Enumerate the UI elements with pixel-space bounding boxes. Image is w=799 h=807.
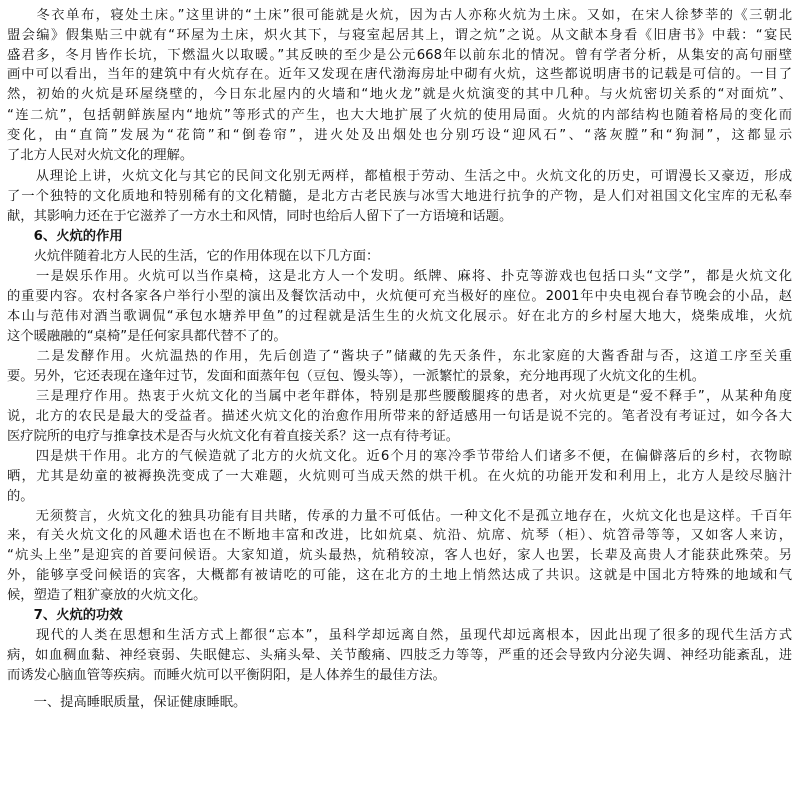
text-line: 了一个独特的文化质地和特别稀有的文化精髓，是北方古老民族与冰雪大地进行抗争的产物，是人们对祖国文化宝库的无私奉 — [7, 189, 792, 204]
text-line: 一是娱乐作用。火炕可以当作桌椅，这是北方人一个发明。纸牌、麻将、扑克等游戏也包括口头“文学”，都是火炕文化 — [7, 269, 792, 284]
text-line: 冬衣单布，寝处土床。”这里讲的“土床”很可能就是火炕，因为古人亦称火炕为土床。又如，在宋人徐梦莘的《三朝北 — [7, 8, 792, 23]
text-line: 从理论上讲，火炕文化与其它的民间文化别无两样，都植根于劳动、生活之中。火炕文化的历史，可谓漫长又豪迈，形成 — [7, 169, 792, 184]
text-line: 火炕伴随着北方人民的生活，它的作用体现在以下几方面： — [7, 249, 380, 264]
text-line: 晒，尤其是幼童的被褥换洗变成了一大难题，火炕则可当成天然的烘干机。在火炕的功能开发和利用上，北方人是绞尽脑汁 — [7, 469, 792, 484]
text-line: 病，如血稠血黏、神经衰弱、失眠健忘、头痛头晕、关节酸痛、四肢乏力等等，严重的还会导致内分泌失调、神经功能紊乱，进 — [7, 648, 792, 663]
text-line: 二是发酵作用。火炕温热的作用，先后创造了“酱块子”储藏的先天条件，东北家庭的大酱香甜与否，这道工序至关重 — [7, 349, 792, 364]
text-line: 无须赘言，火炕文化的独具功能有目共睹，传承的力量不可低估。一种文化不是孤立地存在，火炕文化也是这样。千百年 — [7, 509, 792, 524]
text-line: 的重要内容。农村各家各户举行小型的演出及餐饮活动中，火炕便可充当极好的座位。2001年中央电视台春节晚会的小品，赵 — [7, 289, 792, 304]
text-line: 然，初始的火炕是环屋绕壁的，今日东北屋内的火墙和“地火龙”就是火炕演变的其中几种。与火炕密切关系的“对面炕”、 — [7, 87, 792, 102]
text-line: 一、提高睡眠质量，保证健康睡眠。 — [7, 695, 247, 710]
text-line: 现代的人类在思想和生活方式上都很“忘本”，虽科学却远离自然，虽现代却远离根本，因此出现了很多的现代生活方式 — [7, 628, 792, 643]
text-line: 了北方人民对火炕文化的理解。 — [7, 148, 194, 163]
text-line: 画中可以看出，当年的建筑中有火炕存在。近年又发现在唐代渤海房址中砌有火炕，这些都说明唐书的记载是可信的。一目了 — [7, 67, 792, 82]
text-line: 盛君多，冬月皆作长坑，下燃温火以取暖。”其反映的至少是公元668年以前东北的情况。曾有学者分析，从集安的高句丽壁 — [7, 48, 792, 63]
section-heading-7: 7、火炕的功效 — [7, 608, 123, 623]
text-line: 来，有关火炕文化的风趣术语也在不断地丰富和改进，比如炕桌、炕沿、炕席、炕琴（柜）、炕笤帚等等，又如客人来访， — [7, 528, 792, 543]
text-line: 本山与范伟对酒当歌调侃“承包水塘养甲鱼”的过程就是活生生的火炕文化展示。好在北方的乡村屋大地大，烧柴成堆，火炕 — [7, 309, 792, 324]
text-line: 外，能够享受问候语的宾客，大概都有被请吃的可能，这在北方的土地上悄然达成了共识。这就是中国北方特殊的地域和气 — [7, 568, 792, 583]
text-line: 医疗院所的电疗与推拿技术是否与火炕文化有着直接关系？这一点有待考证。 — [7, 429, 460, 444]
text-line: 这个暖融融的“桌椅”是任何家具都代替不了的。 — [7, 329, 287, 344]
section-heading-6: 6、火炕的作用 — [7, 229, 123, 244]
text-line: 四是烘干作用。北方的气候造就了北方的火炕文化。近6个月的寒冷季节带给人们诸多不便，在偏僻落后的乡村，衣物晾 — [7, 449, 792, 464]
text-line: 而诱发心脑血管等疾病。而睡火炕可以平衡阴阳，是人体养生的最佳方法。 — [7, 668, 446, 683]
text-line: 候，塑造了粗犷豪放的火炕文化。 — [7, 588, 207, 603]
text-line: 三是理疗作用。热衷于火炕文化的当属中老年群体，特别是那些腰酸腿疼的患者，对火炕更是“爱不释手”，从某种角度 — [7, 389, 792, 404]
text-line: “连二炕”，包括朝鲜族屋内“地炕”等形式的产生，也大大地扩展了火炕的使用局面。火炕的内部结构也随着格局的变化而 — [7, 108, 792, 123]
text-line: “炕头上坐”是迎宾的首要问候语。大家知道，炕头最热，炕稍较凉，客人也好，家人也罢，长辈及高贵人才能获此殊荣。另 — [7, 548, 792, 563]
text-line: 变化，由“直筒”发展为“花筒”和“倒卷帘”，进火处及出烟处也分别巧设“迎风石”、“落灰膛”和“狗洞”，这都显示 — [7, 128, 792, 143]
text-line: 的。 — [7, 489, 34, 504]
text-line: 献，其影响力还在于它滋养了一方水土和风情，同时也给后人留下了一方语境和话题。 — [7, 209, 513, 224]
text-line: 盟会编》假集贴三中就有“环屋为土床，炽火其下，与寝室起居其上，谓之炕”之说。从文献本身看《旧唐书》中载：“宴民 — [7, 28, 792, 43]
text-line: 说，北方的农民是最大的受益者。描述火炕文化的治愈作用所带来的舒适感用一句话是说不完的。笔者没有考证过，如今各大 — [7, 409, 792, 424]
text-line: 要。另外，它还表现在逢年过节，发面和面蒸年包（豆包、馒头等），一派繁忙的景象，充分地再现了火炕文化的生机。 — [7, 369, 706, 384]
